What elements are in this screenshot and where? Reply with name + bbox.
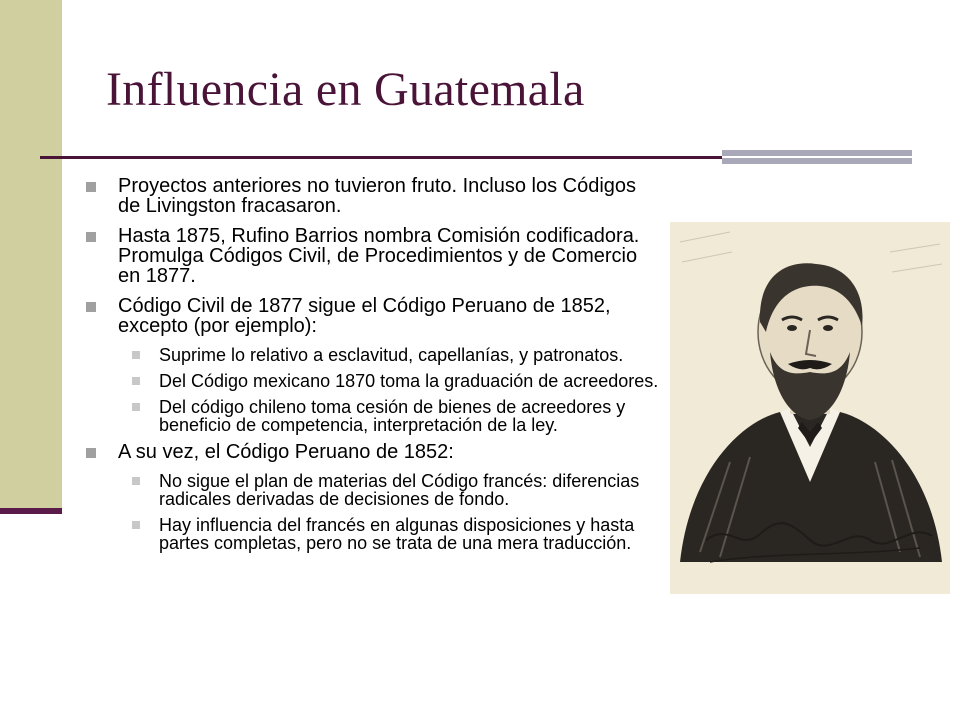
- square-bullet-icon: [132, 351, 140, 359]
- bullet-text: Hasta 1875, Rufino Barrios nombra Comisión codificadora. Promulga Códigos Civil, de Procedimientos y de Comercio en 1877.: [118, 225, 640, 287]
- square-bullet-icon: [86, 302, 96, 312]
- bullet-item: [82, 296, 660, 336]
- bullet-item: [82, 176, 660, 216]
- title-underline-accent: [722, 150, 912, 164]
- square-bullet-icon: [132, 521, 140, 529]
- title-underline: [40, 156, 722, 159]
- bullet-item: [82, 442, 660, 462]
- square-bullet-icon: [86, 232, 96, 242]
- bullet-text: A su vez, el Código Peruano de 1852:: [118, 441, 454, 463]
- bullet-text: Del Código mexicano 1870 toma la graduación de acreedores.: [159, 371, 659, 391]
- slide-title: Influencia en Guatemala: [106, 63, 585, 116]
- bullet-item: [82, 226, 660, 286]
- square-bullet-icon: [132, 403, 140, 411]
- sub-bullet-item: [82, 472, 660, 508]
- left-accent-band-edge: [0, 508, 62, 514]
- square-bullet-icon: [86, 448, 96, 458]
- bullet-text: Del código chileno toma cesión de bienes de acreedores y beneficio de competencia, interpretación de la ley.: [159, 397, 626, 435]
- portrait-engraving: [670, 222, 950, 594]
- bullet-text: No sigue el plan de materias del Código francés: diferencias radicales derivadas de decisiones de fondo.: [159, 471, 640, 509]
- bullet-text: Suprime lo relativo a esclavitud, capellanías, y patronatos.: [159, 345, 624, 365]
- square-bullet-icon: [132, 377, 140, 385]
- sub-bullet-item: [82, 398, 660, 434]
- bullet-text: Hay influencia del francés en algunas disposiciones y hasta partes completas, pero no se trata de una mera traducción.: [159, 515, 635, 553]
- bullet-text: Código Civil de 1877 sigue el Código Peruano de 1852, excepto (por ejemplo):: [118, 295, 611, 337]
- sub-bullet-item: [82, 516, 660, 552]
- bullet-list: [82, 176, 660, 560]
- portrait-image: [670, 222, 950, 594]
- sub-bullet-item: [82, 372, 660, 390]
- square-bullet-icon: [86, 182, 96, 192]
- left-accent-band: [0, 0, 62, 508]
- square-bullet-icon: [132, 477, 140, 485]
- sub-bullet-item: [82, 346, 660, 364]
- bullet-text: Proyectos anteriores no tuvieron fruto. Incluso los Códigos de Livingston fracasaron.: [118, 175, 637, 217]
